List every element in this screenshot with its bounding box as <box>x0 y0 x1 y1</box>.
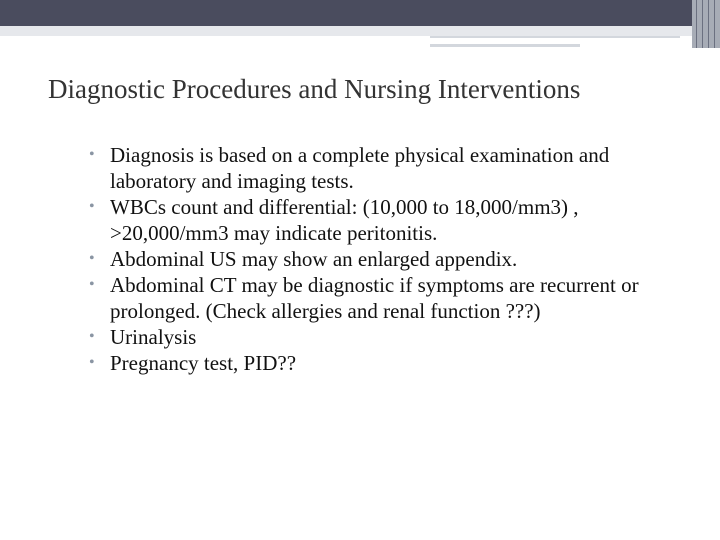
bullet-list <box>100 142 660 376</box>
header-band <box>0 0 720 26</box>
decorative-line <box>430 36 680 38</box>
bullet-item: • WBCs count and differential: (10,000 to 18,000/mm3) , >20,000/mm3 may indicate peritonitis. <box>100 194 660 246</box>
decorative-line <box>430 44 580 47</box>
bullet-item: • Abdominal US may show an enlarged appendix. <box>100 246 660 272</box>
bullet-item: • Diagnosis is based on a complete physical examination and laboratory and imaging tests. <box>100 142 660 194</box>
header-accent-band <box>0 26 720 36</box>
slide-title: Diagnostic Procedures and Nursing Interventions <box>48 74 581 104</box>
corner-stripes <box>692 0 720 48</box>
bullet-item: • Urinalysis <box>100 324 660 350</box>
bullet-item: • Pregnancy test, PID?? <box>100 350 660 376</box>
bullet-item: • Abdominal CT may be diagnostic if symptoms are recurrent or prolonged. (Check allergies and renal function ???) <box>100 272 660 324</box>
